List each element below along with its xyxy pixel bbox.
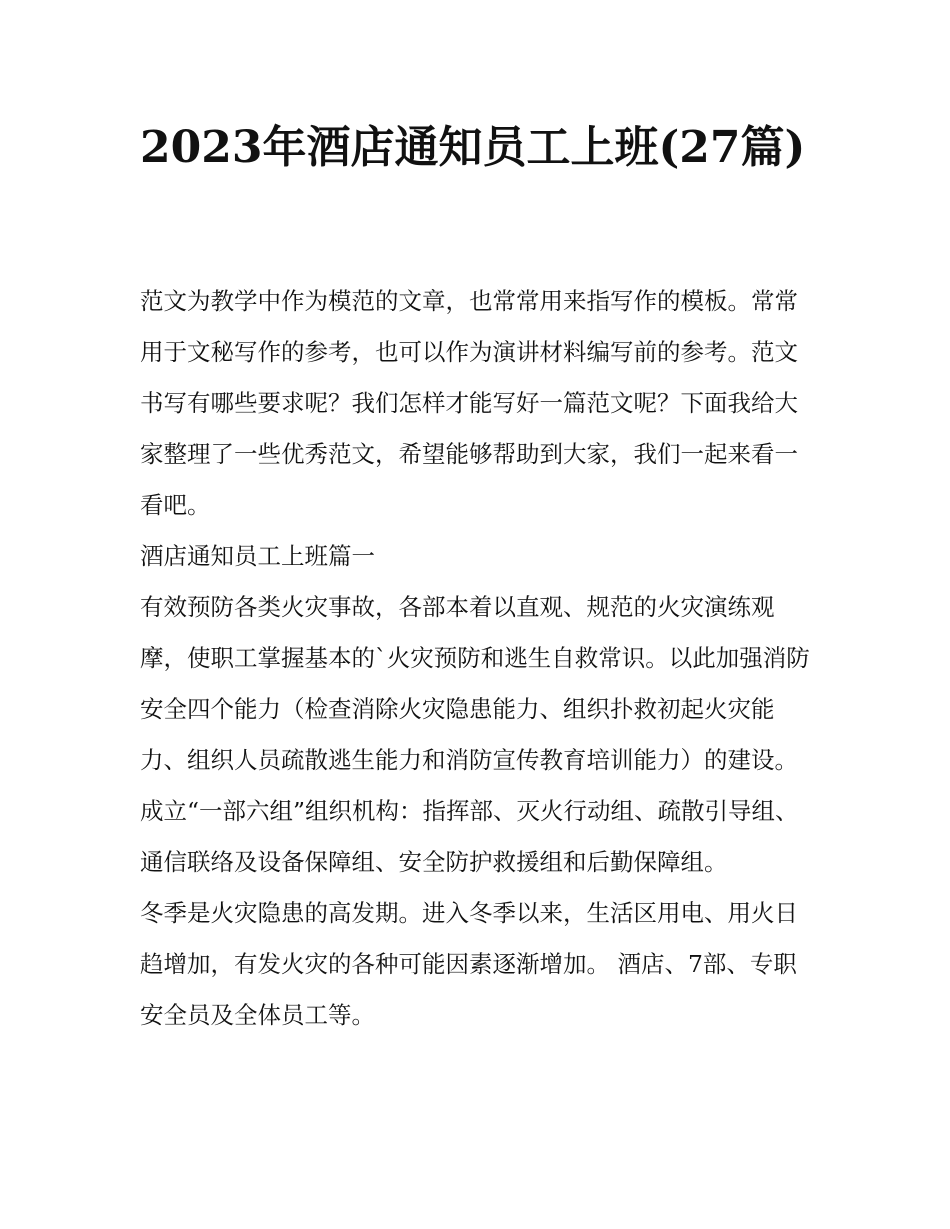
paragraph-winter: 冬季是火灾隐患的高发期。进入冬季以来，生活区用电、用火日趋增加，有发火灾的各种可能因素逐渐增加。 酒店、7部、专职安全员及全体员工等。 bbox=[140, 899, 798, 1029]
paragraph-organization: 成立“一部六组”组织机构：指挥部、灭火行动组、疏散引导组、通信联络及设备保障组、安全防护救援组和后勤保障组。 bbox=[140, 797, 799, 876]
paragraph-intro: 范文为教学中作为模范的文章，也常常用来指写作的模板。常常用于文秘写作的参考，也可以作为演讲材料编写前的参考。范文书写有哪些要求呢？我们怎样才能写好一篇范文呢？下面我给大家整理了一些优秀范文，希望能够帮助到大家，我们一起来看一看吧。 bbox=[140, 287, 798, 519]
section-heading: 酒店通知员工上班篇一 bbox=[140, 542, 375, 570]
paragraph-fire-prevention: 有效预防各类火灾事故，各部本着以直观、规范的火灾演练观摩，使职工掌握基本的`火灾预防和逃生自救常识。以此加强消防安全四个能力（检查消除火灾隐患能力、组织扑救初起火灾能力、组织人员疏散逃生能力和消防宣传教育培训能力）的建设。 bbox=[140, 593, 810, 774]
document-title: 2023年酒店通知员工上班(27篇) bbox=[140, 122, 806, 173]
document-body bbox=[140, 276, 818, 1041]
